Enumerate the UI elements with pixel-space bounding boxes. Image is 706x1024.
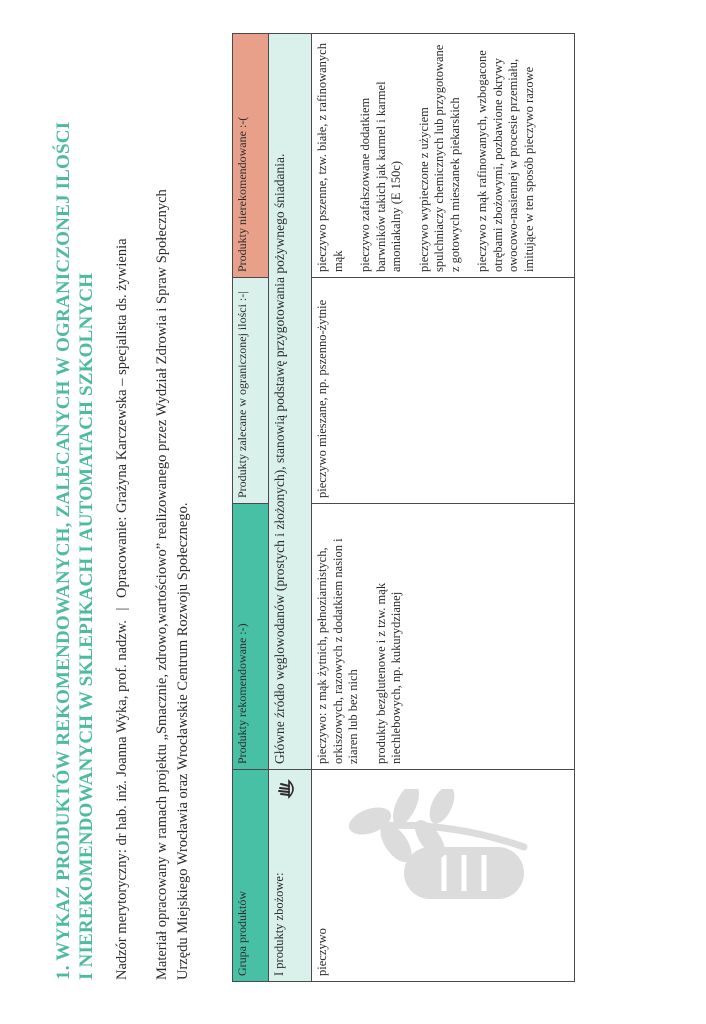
not-recommended-item: pieczywo z mąk rafinowanych, wzbogacone otrębami zbożowymi, pozbawione okrywy owocowo-nasiennej w procesie przemiału, imitujące w ten sposób pieczywo razowe [475,50,536,272]
table-header-row [233,34,269,982]
row-not-recommended-cell [312,34,575,278]
wheat-icon [275,776,301,802]
separator: | [114,607,130,611]
table-row [312,34,575,982]
recommended-item: produkty bezglutenowe i z tzw. mąk niechlebowych, np. kukurydzianej [373,582,403,764]
row-limited-cell [312,278,575,504]
header-recommended: Produkty rekomendowane :-) [233,504,269,770]
prepared-by-text: Opracowanie: Grażyna Karczewska – specjalista ds. żywienia [114,238,130,598]
row-group-cell [312,770,575,982]
header-limited: Produkty zalecane w ograniczonej ilości :-| [233,278,269,504]
recommended-item: pieczywo: z mąk żytnich, pełnoziarnistych, orkiszowych, razowych z dodatkiem nasion i ziaren lub bez nich [315,538,360,764]
row-group-label: pieczywo [315,928,329,976]
limited-item: pieczywo mieszane, np. pszenno-żytnie [315,299,329,498]
title-line-1: 1. WYKAZ PRODUKTÓW REKOMENDOWANYCH, ZALECANYCH W OGRANICZONEJ ILOŚCI [53,121,74,980]
project-info [152,20,194,980]
bread-wheat-watermark [334,789,534,939]
authors-line [114,238,131,980]
row-recommended-cell [312,504,575,770]
category-row [269,34,312,982]
info-line-1: Materiał opracowany w ramach projektu „Smacznie, zdrowo,wartościowo” realizowanego przez Wydział Zdrowia i Spraw Społecznych [154,189,170,980]
info-line-2: Urzędu Miejskiego Wrocławia oraz Wrocławskie Centrum Rozwoju Społecznego. [175,502,191,980]
category-label: I produkty zbożowe: [272,872,286,976]
header-group: Grupa produktów [233,770,269,982]
header-not-recommended: Produkty nierekomendowane :-( [233,34,269,278]
products-table [232,33,575,982]
supervisor-text: Nadzór merytoryczny: dr hab. inż. Joanna Wyka, prof. nadzw. [114,620,130,980]
page-title [52,20,98,980]
not-recommended-item: pieczywo wypieczone z użyciem spulchniaczy chemicznych lub przygotowane z gotowych mieszanek piekarskich [416,44,462,272]
title-line-2: I NIEREKOMENDOWANYCH W SKLEPIKACH I AUTOMATACH SZKOLNYCH [76,272,97,980]
category-cell [269,770,312,982]
not-recommended-item: pieczywo zafałszowane dodatkiem barwników takich jak karmel i karmel amoniakalny (E 150c) [358,81,403,272]
category-description: Główne źródło węglowodanów (prostych i złożonych), stanowią podstawę przygotowania pożywnego śniadania. [269,34,312,770]
not-recommended-item: pieczywo pszenne, tzw. białe, z rafinowanych mąk [315,43,345,272]
